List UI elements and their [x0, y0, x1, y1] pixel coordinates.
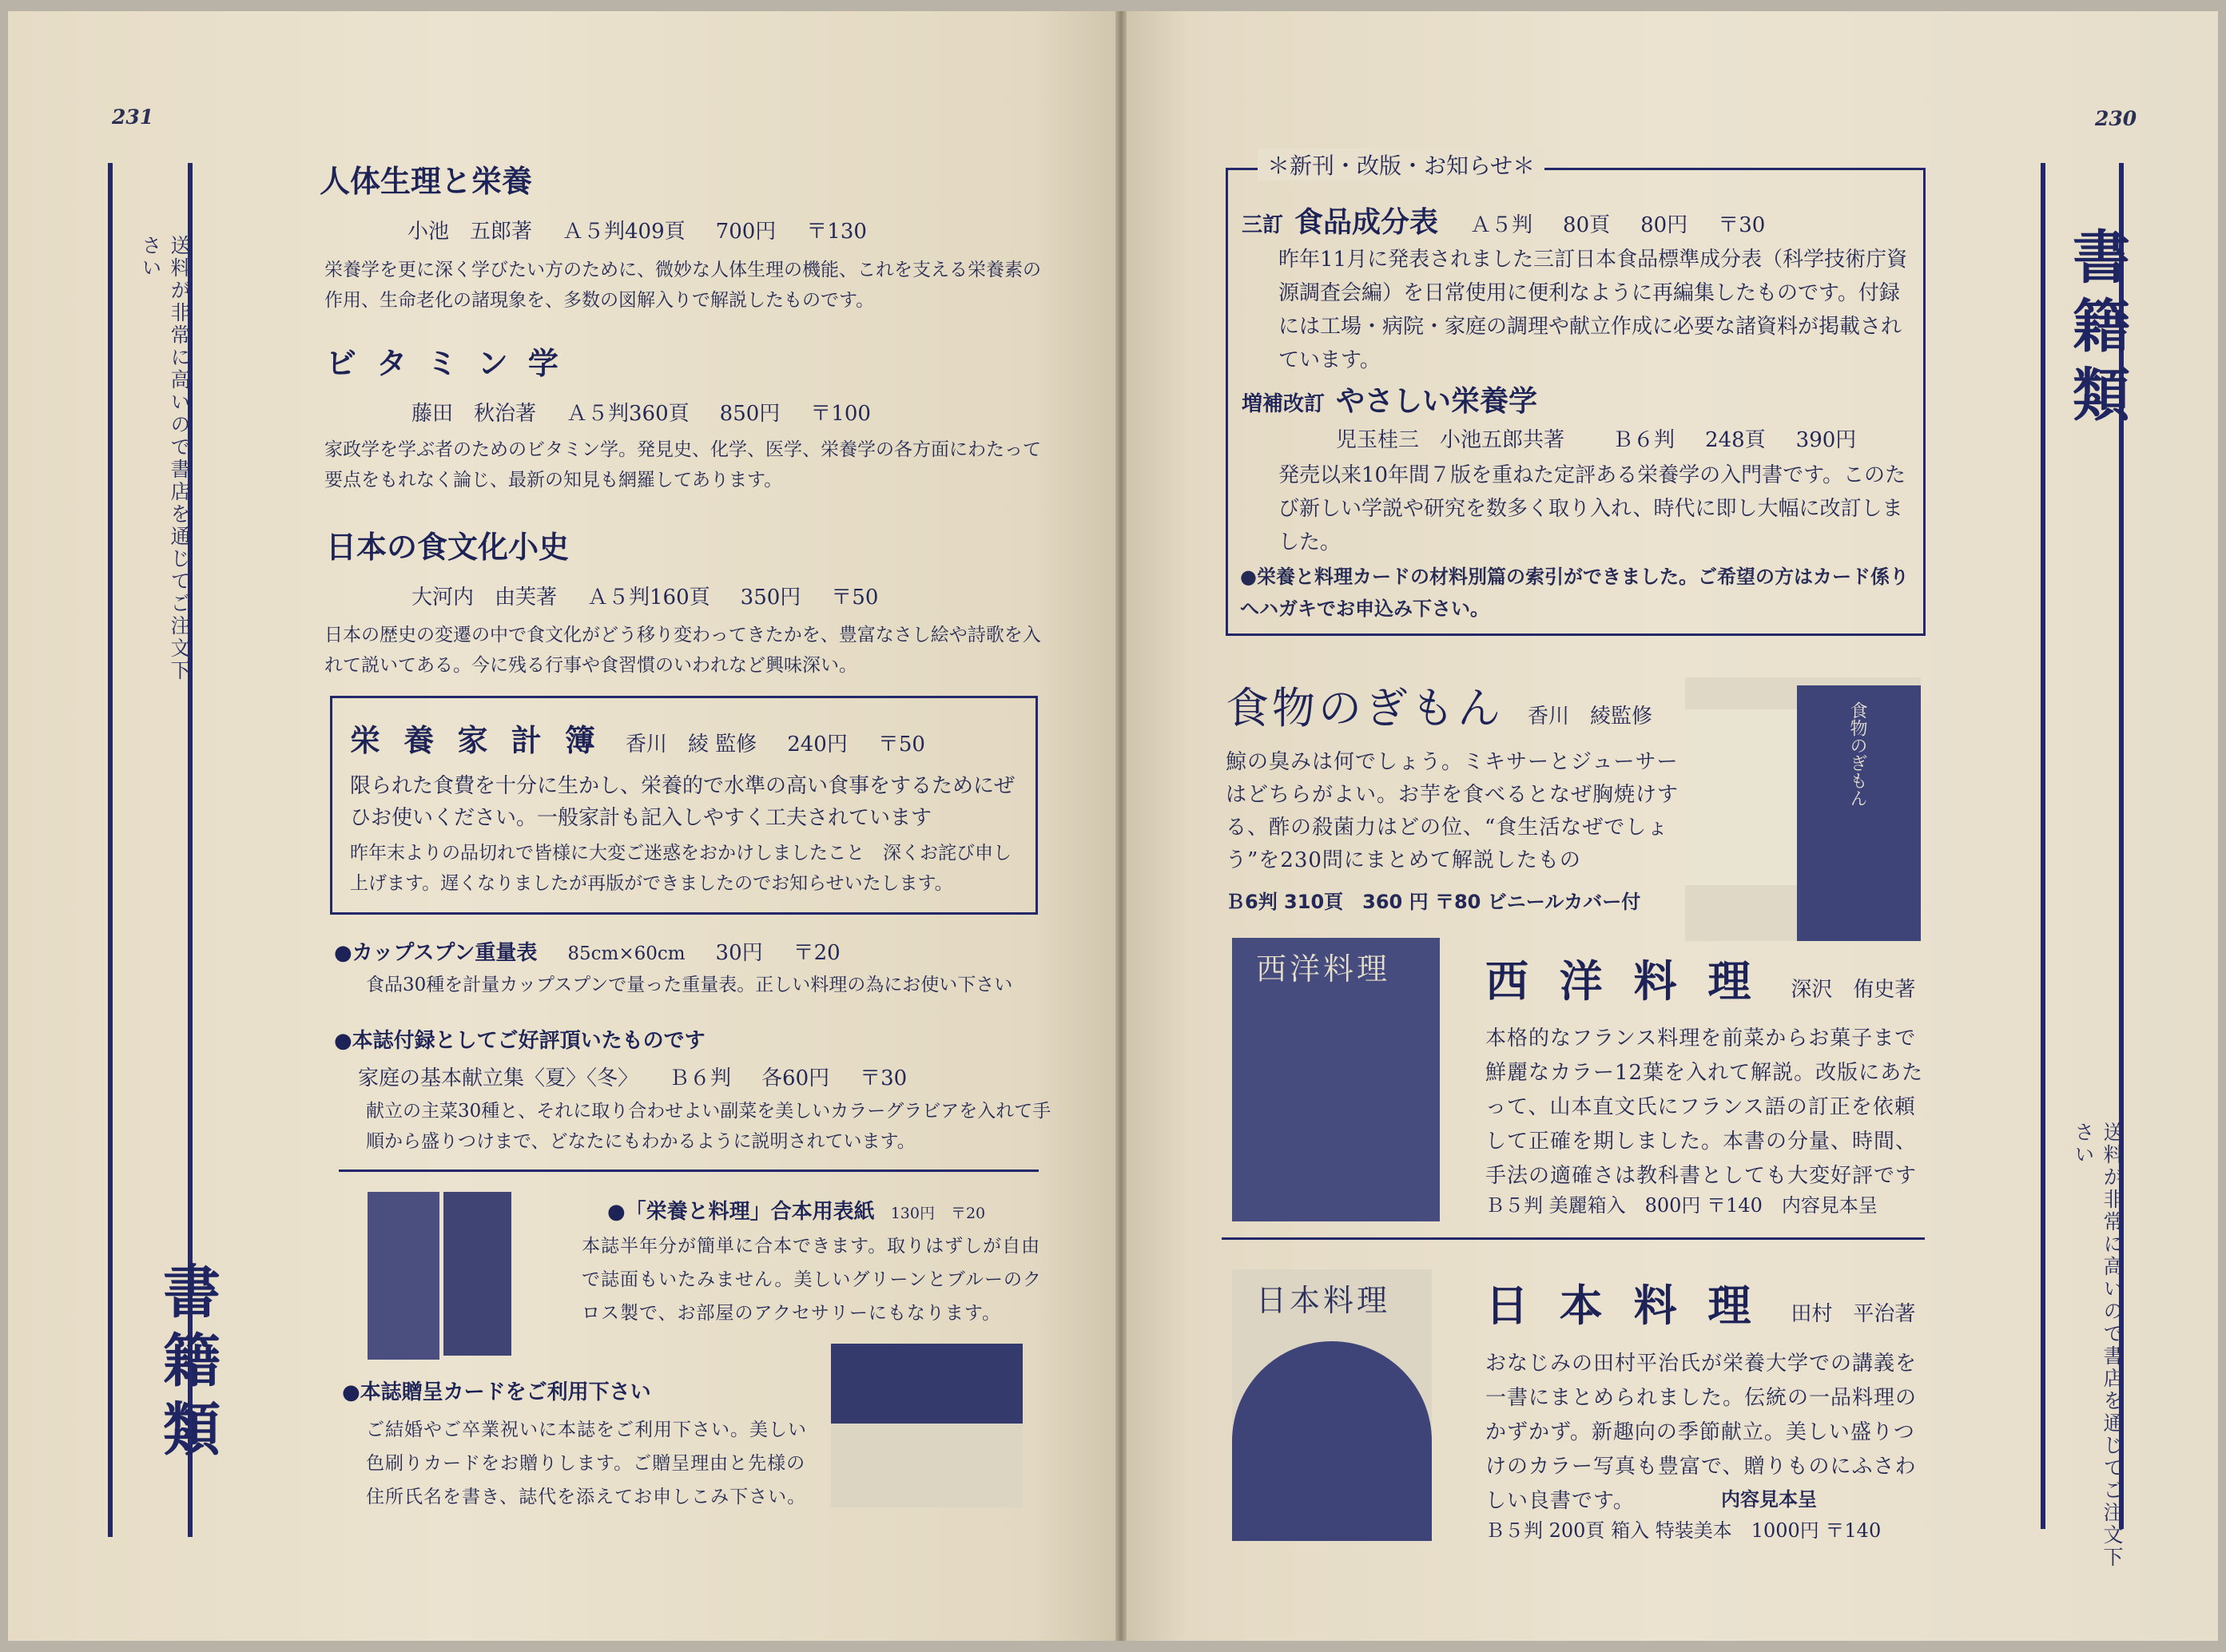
category-label: 書籍類 [153, 1261, 221, 1467]
cup-price: 30円 [715, 941, 763, 965]
kakeibo-price: 240円 [787, 733, 848, 757]
book-format: Ａ５判160頁 [587, 586, 710, 610]
furoku-description: 献立の主菜30種と、それに取り合わせよい副菜を美しいカラーグラビアを入れて手順から盛りつけまで、どなたにもわかるように説明されています。 [366, 1101, 1051, 1152]
book-postage: 〒50 [831, 586, 879, 610]
page-number: 231 [112, 105, 154, 129]
margin-rule [108, 163, 113, 1537]
page-number: 230 [2095, 107, 2137, 130]
notice-item-header [1242, 200, 1795, 240]
notice-title: やさしい栄養学 [1336, 385, 1538, 418]
cup-title: ●カップスプン重量表 [334, 941, 538, 965]
shokumotsu-spec: Ｂ6判 310頁 360 円 〒80 ビニールカバー付 [1226, 891, 1641, 913]
notice-pages: 248頁 [1705, 428, 1766, 452]
book-postage: 〒130 [806, 220, 867, 244]
shokumotsu-description: 鯨の臭みは何でしょう。ミキサーとジューサーはどちらがよい。お芋を食べるとなぜ胸焼けする、酢の殺菌力はどの位、“食生活なぜでしょう”を230問にまとめて解説したもの [1226, 750, 1679, 872]
book-title: 人体生理と栄養 [320, 164, 533, 199]
nihon-cover [1232, 1269, 1432, 1541]
book-description: 栄養学を更に深く学びたい方のために、微妙な人体生理の機能、これを支える栄養素の作用、生命老化の諸現象を、多数の図解入りで解説したものです。 [324, 260, 1041, 311]
card-description: ご結婚やご卒業祝いに本誌をご利用下さい。美しい色刷りカードをお贈りします。ご贈呈理由と先様の住所氏名を書き、誌代を添えてお申しこみ下さい。 [366, 1420, 807, 1507]
book-author: 藤田 秋治著 [411, 402, 537, 426]
notice-card: ●栄養と料理カードの材料別篇の索引ができました。ご希望の方はカード係りへハガキでお申込み下さい。 [1240, 566, 1909, 620]
book-price: 850円 [719, 402, 781, 426]
shokumotsu-header [1226, 674, 1652, 736]
seiyo-description: 本格的なフランス料理を前菜からお菓子まで鮮麗なカラー12葉を入れて解説。改版にあたって、山本直文氏にフランス語の訂正を依頼して正確を期しました。本書の分量、時間、手法の適確さは教科書としても大変好評です [1485, 1027, 1924, 1188]
kakeibo-header [350, 716, 956, 760]
furoku-meta [358, 1062, 937, 1091]
book-format: Ａ５判360頁 [566, 402, 690, 426]
nihon-spec: Ｂ５判 200頁 箱入 特装美本 1000円 〒140 [1485, 1519, 1882, 1542]
notice-item-header [1242, 379, 1568, 419]
kakeibo-postage: 〒50 [877, 733, 925, 757]
binder-image [443, 1192, 511, 1356]
cover-spine [1685, 709, 1797, 885]
binder-postage: 〒20 [950, 1205, 986, 1222]
notice-price: 390円 [1795, 428, 1857, 452]
shokumotsu-title: 食物のぎもん [1226, 683, 1504, 733]
nihon-author: 田村 平治著 [1791, 1302, 1916, 1326]
kakeibo-title: 栄 養 家 計 簿 [350, 723, 602, 758]
binder-price: 130円 [890, 1205, 935, 1222]
notice-format: Ｂ６判 [1612, 428, 1675, 452]
cup-postage: 〒20 [793, 941, 841, 965]
seiyo-header [1485, 947, 1915, 1009]
category-label: 書籍類 [2063, 227, 2130, 433]
nihon-title: 日 本 料 理 [1485, 1281, 1759, 1331]
cover-title: 日本料理 [1256, 1283, 1391, 1318]
kakeibo-box [330, 696, 1038, 915]
notice-label: 三訂 [1242, 213, 1284, 237]
card-title: ●本誌贈呈カードをご利用下さい [342, 1380, 651, 1404]
binder-title: ●「栄養と料理」合本用表紙 [607, 1200, 875, 1224]
divider [1222, 1237, 1925, 1240]
shokumotsu-cover [1685, 677, 1921, 941]
furoku-postage: 〒30 [860, 1066, 908, 1090]
book-price: 700円 [715, 220, 777, 244]
notice-description: 発売以来10年間７版を重ねた定評ある栄養学の入門書です。このたび新しい学説や研究を数多く取り入れ、時代に即し大幅に改訂しました。 [1278, 463, 1906, 554]
book-description: 日本の歴史の変遷の中で食文化がどう移り変わってきたかを、豊富なさし絵や詩歌を入れて説いてある。今に残る行事や食習慣のいわれなど興味深い。 [324, 625, 1041, 676]
cover-title: 食物のぎもん [1847, 701, 1867, 807]
kakeibo-description: 限られた食費を十分に生かし、栄養的で水準の高い食事をするためにぜひお使いください。一般家計も記入しやすく工夫されています [350, 774, 1016, 830]
seiyo-author: 深沢 侑史著 [1791, 978, 1916, 1002]
furoku-item: 家庭の基本献立集〈夏〉〈冬〉 [358, 1066, 639, 1090]
book-author: 小池 五郎著 [407, 220, 533, 244]
right-page [1122, 11, 2218, 1641]
notice-header: ＊新刊・改版・お知らせ＊ [1258, 149, 1544, 181]
margin-rule [2041, 163, 2045, 1529]
notice-postage: 〒30 [1718, 213, 1766, 237]
seiyo-cover [1232, 938, 1440, 1221]
book-author: 大河内 由芙著 [411, 586, 558, 610]
notice-title: 食品成分表 [1294, 206, 1439, 239]
cup-size: 85cm×60cm [567, 943, 686, 964]
binder-image [368, 1192, 439, 1360]
notice-label: 増補改訂 [1242, 392, 1326, 416]
notice-item-meta [1336, 423, 1886, 453]
book-meta [407, 215, 897, 244]
nihon-description: おなじみの田村平治氏が栄養大学での講義を一書にまとめられました。伝統の一品料理のかずかず。新趣向の季節献立。美しい盛りつけのカラー写真も豊富で、贈りものにふさわしい良書です。 [1485, 1352, 1918, 1513]
notice-description: 昨年11月に発表されました三訂日本食品標準成分表（科学技術庁資源調査会編）を日常使用に便利なように再編集したものです。付録には工場・病院・家庭の調理や献立作成に必要な諸資料が掲載されています。 [1278, 248, 1908, 372]
cup-header [334, 936, 871, 966]
binder-description: 本誌半年分が簡単に合本できます。取りはずしが自由で誌面もいたみません。美しいグリーンとブルーのクロス製で、お部屋のアクセサリーにもなります。 [582, 1236, 1042, 1324]
divider [339, 1170, 1039, 1172]
book-description: 家政学を学ぶ者のためのビタミン学。発見史、化学、医学、栄養学の各方面にわたって要点をもれなく論じ、最新の知見も網羅してあります。 [324, 439, 1041, 490]
card-image-band [831, 1344, 1023, 1424]
furoku-price: 各60円 [761, 1066, 830, 1090]
furoku-title: ●本誌付録としてご好評頂いたものです [334, 1029, 706, 1053]
cover-photo [1232, 1341, 1432, 1541]
cup-description: 食品30種を計量カップスプンで量った重量表。正しい料理の為にお使い下さい [366, 975, 1013, 995]
kakeibo-editor: 香川 綾 監修 [625, 733, 757, 757]
seiyo-spec: Ｂ５判 美麗箱入 800円 〒140 内容見本呈 [1485, 1194, 1878, 1217]
kakeibo-notice: 昨年末よりの品切れで皆様に大変ご迷惑をおかけしましたこと 深くお詫び申し上げます。遅くなりましたが再版ができましたのでお知らせいたします。 [350, 843, 1012, 894]
book-gutter [1115, 11, 1127, 1641]
shokumotsu-editor: 香川 綾監修 [1528, 705, 1653, 729]
furoku-format: Ｂ６判 [669, 1066, 732, 1090]
nihon-mihon: 内容見本呈 [1721, 1488, 1817, 1511]
notice-author: 児玉桂三 小池五郎共著 [1336, 428, 1565, 452]
book-meta [411, 581, 908, 610]
book-title: 日本の食文化小史 [326, 530, 570, 565]
binder-header [607, 1195, 1016, 1225]
book-title: ビ タ ミ ン 学 [326, 346, 563, 381]
notice-pages: 80頁 [1563, 213, 1611, 237]
left-page [8, 11, 1120, 1641]
cover-title: 西洋料理 [1256, 951, 1391, 987]
book-price: 350円 [740, 586, 801, 610]
nihon-header [1485, 1272, 1915, 1333]
book-format: Ａ５判409頁 [562, 220, 686, 244]
seiyo-title: 西 洋 料 理 [1485, 956, 1759, 1007]
book-meta [411, 397, 901, 427]
card-image [831, 1344, 1023, 1507]
book-postage: 〒100 [810, 402, 871, 426]
notice-format: Ａ５判 [1470, 213, 1533, 237]
notice-price: 80円 [1640, 213, 1688, 237]
side-note: 送料が非常に高いので書店を通じてご注文下さい [2072, 1122, 2124, 1569]
side-note: 送料が非常に高いので書店を通じてご注文下さい [139, 235, 191, 682]
